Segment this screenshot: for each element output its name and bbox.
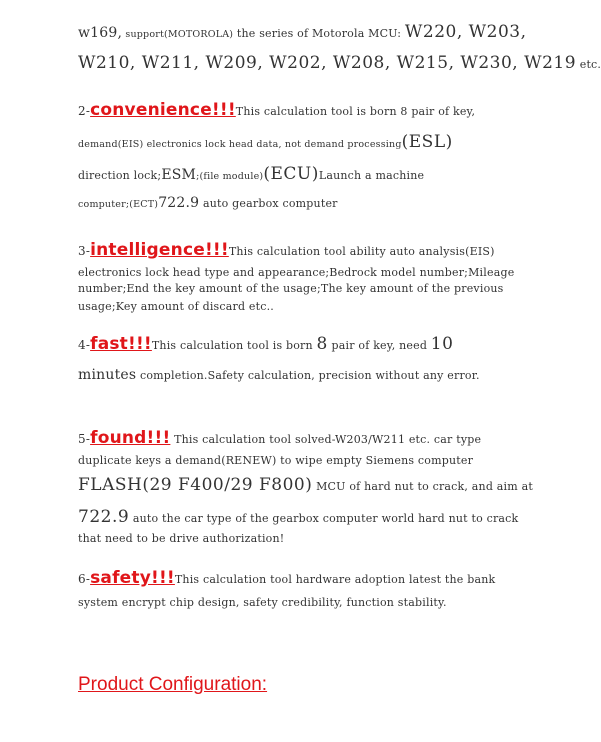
- found-heading: found!!!: [90, 428, 171, 448]
- key-count: 8: [316, 334, 328, 354]
- paragraph-text: ;(file module): [196, 171, 264, 182]
- fast-line-2: [78, 367, 480, 383]
- intro-line-1: [78, 22, 526, 42]
- convenience-line-3: [78, 164, 424, 184]
- etc-text: etc.: [576, 58, 601, 71]
- paragraph-text: Launch a machine: [318, 169, 425, 182]
- paragraph-text: completion.Safety calculation, precision without any error.: [136, 369, 480, 382]
- intelligence-line-2: electronics lock head type and appearance;Bedrock model number;Mileage: [78, 266, 515, 279]
- found-line-2: duplicate keys a demand(RENEW) to wipe empty Siemens computer: [78, 454, 474, 467]
- safety-line-1: [78, 568, 495, 588]
- intro-line-2: [78, 53, 601, 73]
- esl-text: (ESL): [401, 132, 453, 152]
- section-number: 6-: [78, 572, 91, 586]
- flash-text: FLASH(29 F400/29 F800): [78, 475, 313, 495]
- section-number: 2-: [78, 104, 91, 118]
- paragraph-text: This calculation tool ability auto analysis(EIS): [228, 245, 495, 258]
- safety-line-2: system encrypt chip design, safety credibility, function stability.: [78, 596, 447, 609]
- paragraph-text: This calculation tool is born 8 pair of key,: [235, 105, 476, 118]
- paragraph-text: computer;(ECT): [78, 199, 159, 210]
- product-configuration-heading: Product Configuration:: [78, 674, 268, 695]
- found-line-3: [78, 475, 533, 495]
- model-list-a: W220, W203,: [404, 22, 527, 42]
- found-line-1: [78, 428, 481, 448]
- ecu-text: (ECU): [263, 164, 319, 184]
- paragraph-text: MCU of hard nut to crack, and aim at: [312, 480, 533, 493]
- section-number: 5-: [78, 432, 91, 446]
- paragraph-text: This calculation tool hardware adoption latest the bank: [174, 573, 496, 586]
- found-line-5: that need to be drive authorization!: [78, 532, 285, 545]
- fast-line-1: [78, 334, 453, 354]
- esm-text: ESM: [161, 167, 197, 183]
- intelligence-line-4: usage;Key amount of discard etc..: [78, 300, 274, 313]
- model-list-b: W210, W211, W209, W202, W208, W215, W230, W219: [78, 53, 577, 73]
- paragraph-text: pair of key, need: [327, 339, 431, 352]
- section-number: 4-: [78, 338, 91, 352]
- paragraph-text: This calculation tool solved-W203/W211 etc. car type: [170, 433, 482, 446]
- minutes-word: minutes: [78, 367, 137, 383]
- paragraph-text: auto gearbox computer: [199, 197, 338, 210]
- fast-heading: fast!!!: [90, 334, 152, 354]
- section-number: 3-: [78, 244, 91, 258]
- intelligence-line-3: number;End the key amount of the usage;The key amount of the previous: [78, 282, 504, 295]
- model-w169: w169,: [78, 25, 123, 41]
- paragraph-text: demand(EIS) electronics lock head data, not demand processing: [78, 139, 402, 150]
- convenience-heading: convenience!!!: [90, 100, 236, 120]
- support-text: support(MOTOROLA): [122, 29, 234, 40]
- convenience-line-2: [78, 132, 453, 152]
- convenience-line-4: [78, 195, 338, 211]
- paragraph-text: direction lock;: [78, 169, 162, 182]
- minutes-count: 10: [430, 334, 454, 354]
- intelligence-heading: intelligence!!!: [90, 240, 229, 260]
- gearbox-code: 722.9: [78, 507, 130, 527]
- convenience-line-1: [78, 100, 475, 120]
- paragraph-text: auto the car type of the gearbox computer world hard nut to crack: [129, 512, 519, 525]
- gearbox-code: 722.9: [158, 195, 200, 211]
- safety-heading: safety!!!: [90, 568, 175, 588]
- paragraph-text: This calculation tool is born: [151, 339, 317, 352]
- found-line-4: [78, 507, 518, 527]
- series-text: the series of Motorola MCU:: [233, 27, 405, 40]
- intelligence-line-1: [78, 240, 495, 260]
